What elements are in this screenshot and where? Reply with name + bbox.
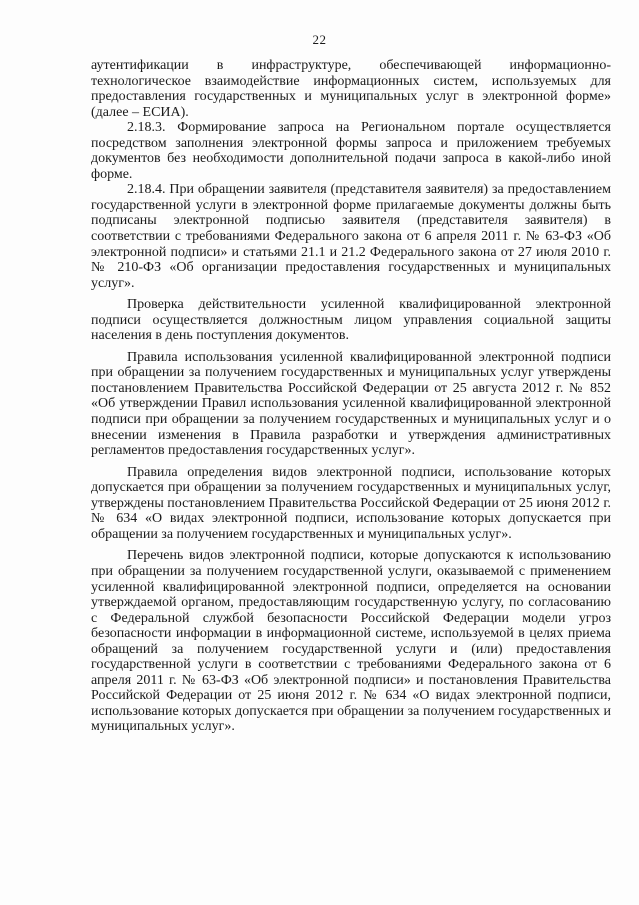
paragraph-signature-types-rules: Правила определения видов электронной подписи, использование которых допускается при обращении за получением государственных и муниципальных услуг, утверждены постановлением Правительства Российской Федерации от 25 июня 2012 г. № 634 «О видах электронной подписи, использование которых допускается при обращении за получением государственных и муниципальных услуг». — [91, 464, 611, 542]
document-body — [91, 58, 611, 735]
paragraph-esia-continuation: аутентификации в инфраструктуре, обеспечивающей информационно-технологическое взаимодействие информационных систем, используемых для предоставления государственных и муниципальных услуг в электронной форме» (далее – ЕСИА). — [91, 58, 611, 120]
page-number: 22 — [312, 32, 327, 47]
paragraph-2-18-3: 2.18.3. Формирование запроса на Региональном портале осуществляется посредством заполнения электронной формы запроса и приложением требуемых документов без необходимости дополнительной подачи запроса в какой-либо иной форме. — [91, 120, 611, 182]
paragraph-signature-verification: Проверка действительности усиленной квалифицированной электронной подписи осуществляется должностным лицом управления социальной защиты населения в день поступления документов. — [91, 297, 611, 344]
paragraph-signature-rules: Правила использования усиленной квалифицированной электронной подписи при обращении за получением государственных и муниципальных услуг утверждены постановлением Правительства Российской Федерации от 25 августа 2012 г. № 852 «Об утверждении Правил использования усиленной квалифицированной электронной подписи при обращении за получением государственных и муниципальных услуг и о внесении изменения в Правила разработки и утверждения административных регламентов предоставления государственных услуг». — [91, 349, 611, 459]
paragraph-signature-types-list: Перечень видов электронной подписи, которые допускаются к использованию при обращении за получением государственной услуги, оказываемой с применением усиленной квалифицированной электронной подписи, определяется на основании утверждаемой органом, предоставляющим государственную услугу, по согласованию с Федеральной службой безопасности Российской Федерации модели угроз безопасности информации в информационной системе, используемой в целях приема обращений за получением государственной услуги и (или) предоставления государственной услуги в соответствии с требованиями Федерального закона от 6 апреля 2011 г. № 63-ФЗ «Об электронной подписи» и постановления Правительства Российской Федерации от 25 июня 2012 г. № 634 «О видах электронной подписи, использование которых допускается при обращении за получением государственных и муниципальных услуг». — [91, 548, 611, 735]
paragraph-2-18-4: 2.18.4. При обращении заявителя (представителя заявителя) за предоставлением государственной услуги в электронной форме прилагаемые документы должны быть подписаны электронной подписью заявителя (представителя заявителя) в соответствии с требованиями Федерального закона от 6 апреля 2011 г. № 63-ФЗ «Об электронной подписи» и статьями 21.1 и 21.2 Федерального закона от 27 июля 2010 г. № 210-ФЗ «Об организации предоставления государственных и муниципальных услуг». — [91, 182, 611, 291]
